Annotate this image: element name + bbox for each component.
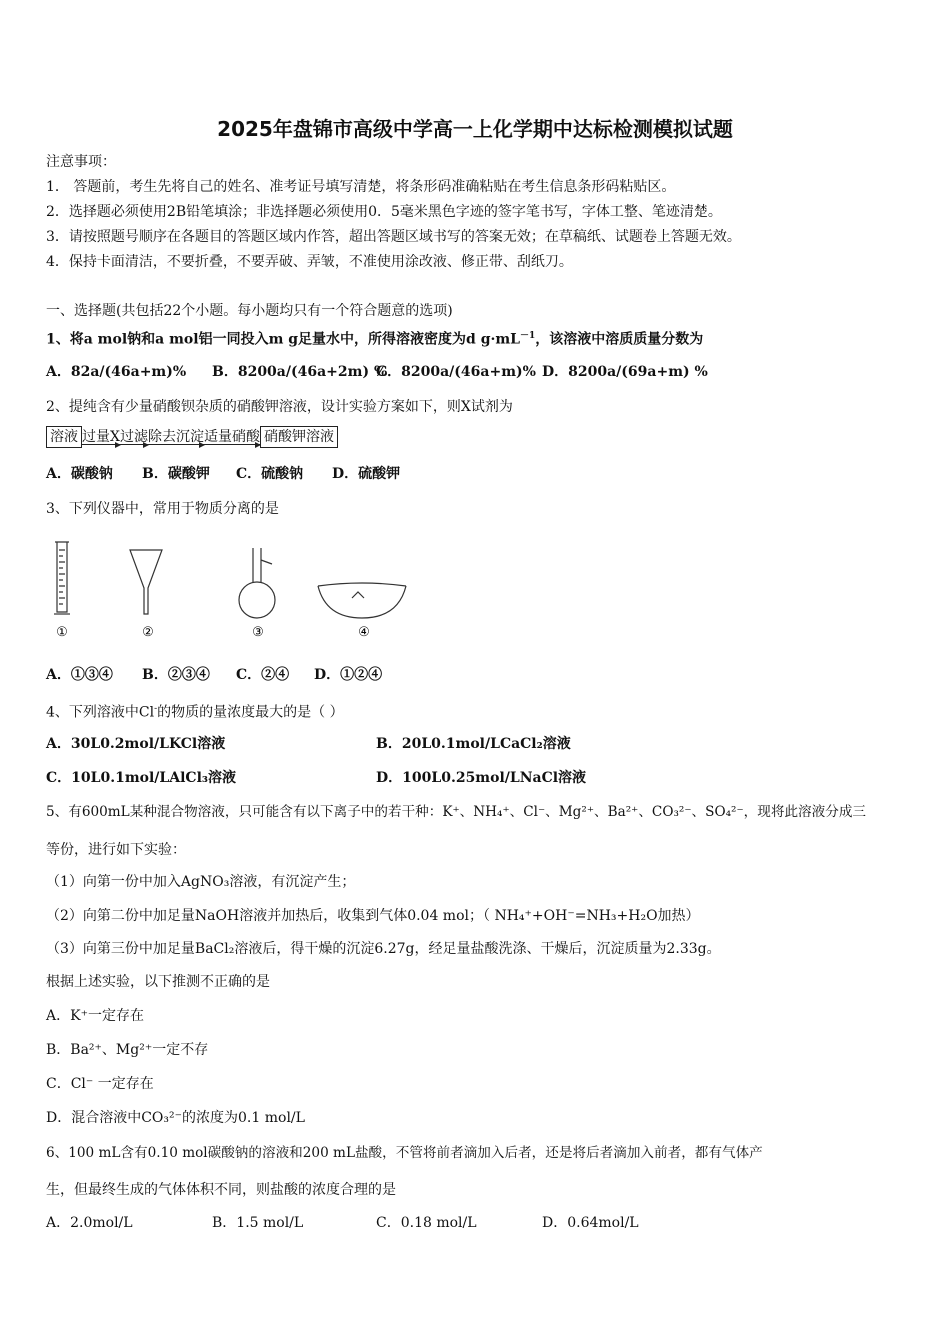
q1-stem xyxy=(46,326,703,350)
graduated-cylinder-icon xyxy=(54,542,70,614)
apparatus-label-1: ① xyxy=(56,625,68,640)
q6-option-d[interactable]: D．0.64mol/L xyxy=(542,1215,639,1231)
q2-flow-diagram xyxy=(46,426,338,450)
q5-step-3: （3）向第三份中加足量BaCl₂溶液后，得干燥的沉淀6.27g，经足量盐酸洗涤、干燥后，沉淀质量为2.33g。 xyxy=(46,941,721,957)
q4-option-b[interactable]: B．20L0.1mol/LCaCl₂溶液 xyxy=(376,736,571,752)
flow-step-nitric: 适量硝酸 xyxy=(203,429,260,445)
q3-option-d[interactable]: D．①②④ xyxy=(314,667,383,683)
notice-item-4: 4．保持卡面清洁，不要折叠，不要弄破、弄皱，不准使用涂改液、修正带、刮纸刀。 xyxy=(46,254,573,270)
flow-start-box: 溶液 xyxy=(46,426,82,448)
q6-option-a[interactable]: A．2.0mol/L xyxy=(46,1215,133,1231)
q6-option-b[interactable]: B．1.5 mol/L xyxy=(212,1215,304,1231)
q5-conclusion: 根据上述实验，以下推测不正确的是 xyxy=(46,974,270,990)
q5-step-1: （1）向第一份中加入AgNO₃溶液，有沉淀产生； xyxy=(46,874,356,890)
distillation-flask-icon xyxy=(239,548,275,618)
q1-option-a[interactable]: A．82a/(46a+m)% xyxy=(46,364,187,380)
q3-apparatus-figure xyxy=(46,538,426,642)
q6-stem-line2: 生，但最终生成的气体体积不同，则盐酸的浓度合理的是 xyxy=(46,1182,396,1198)
notice-item-3: 3．请按照题号顺序在各题目的答题区域内作答，超出答题区域书写的答案无效；在草稿纸、试题卷上答题无效。 xyxy=(46,229,741,245)
q6-stem-line1: 6、100 mL含有0.10 mol碳酸钠的溶液和200 mL盐酸，不管将前者滴加入后者，还是将后者滴加入前者，都有气体产 xyxy=(46,1145,763,1161)
flow-step-filter: 过滤 xyxy=(119,429,148,445)
q2-option-a[interactable]: A．碳酸钠 xyxy=(46,466,113,482)
funnel-icon xyxy=(130,550,162,614)
q5-option-c[interactable]: C．Cl⁻ 一定存在 xyxy=(46,1076,154,1092)
evaporating-dish-icon xyxy=(318,583,406,618)
q2-stem: 2、提纯含有少量硝酸钡杂质的硝酸钾溶液，设计实验方案如下，则X试剂为 xyxy=(46,399,513,415)
q3-option-a[interactable]: A．①③④ xyxy=(46,667,113,683)
notice-item-2: 2．选择题必须使用2B铅笔填涂；非选择题必须使用0．5毫米黑色字迹的签字笔书写，字体工整、笔迹清楚。 xyxy=(46,204,722,220)
q2-option-d[interactable]: D．硫酸钾 xyxy=(332,466,401,482)
q2-option-c[interactable]: C．硫酸钠 xyxy=(236,466,304,482)
q4-option-a[interactable]: A．30L0.2mol/LKCl溶液 xyxy=(46,736,226,752)
q6-option-c[interactable]: C．0.18 mol/L xyxy=(376,1215,477,1231)
q4-stem-b: 的物质的量浓度最大的是（ ） xyxy=(157,704,344,721)
q4-stem-sup: - xyxy=(154,704,158,714)
notice-heading: 注意事项： xyxy=(46,154,116,170)
q5-stem-line2: 等份，进行如下实验： xyxy=(46,842,186,858)
apparatus-label-3: ③ xyxy=(252,625,264,640)
q4-stem xyxy=(46,699,344,723)
q1-option-b[interactable]: B．8200a/(46a+2m) % xyxy=(212,364,388,380)
q1-stem-b: ，该溶液中溶质质量分数为 xyxy=(535,331,704,348)
q5-option-b[interactable]: B．Ba²⁺、Mg²⁺一定不存 xyxy=(46,1042,209,1058)
q3-option-c[interactable]: C．②④ xyxy=(236,667,290,683)
q4-option-c[interactable]: C．10L0.1mol/LAlCl₃溶液 xyxy=(46,770,237,786)
q1-option-c[interactable]: C．8200a/(46a+m)% xyxy=(376,364,536,380)
notice-item-1: 1． 答题前，考生先将自己的姓名、准考证号填写清楚，将条形码准确粘贴在考生信息条形码粘贴区。 xyxy=(46,179,676,195)
q1-option-d[interactable]: D．8200a/(69a+m) % xyxy=(542,364,708,380)
q5-option-d[interactable]: D．混合溶液中CO₃²⁻的浓度为0.1 mol/L xyxy=(46,1110,305,1126)
apparatus-label-4: ④ xyxy=(358,625,370,640)
apparatus-label-2: ② xyxy=(142,625,154,640)
q3-option-b[interactable]: B．②③④ xyxy=(142,667,210,683)
q5-option-a[interactable]: A．K⁺一定存在 xyxy=(46,1008,144,1024)
flow-step-x: 过量X xyxy=(82,429,120,445)
flow-end-box: 硝酸钾溶液 xyxy=(260,426,338,448)
q5-stem-line1: 5、有600mL某种混合物溶液，只可能含有以下离子中的若干种：K⁺、NH₄⁺、Cl⁻、Mg²⁺、Ba²⁺、CO₃²⁻、SO₄²⁻，现将此溶液分成三 xyxy=(46,804,867,820)
q1-stem-a: 1、将a mol钠和a mol铝一同投入m g足量水中，所得溶液密度为d g·mL xyxy=(46,331,521,348)
q1-stem-sup: －1 xyxy=(520,331,536,341)
page-title: 2025年盘锦市高级中学高一上化学期中达标检测模拟试题 xyxy=(217,117,733,141)
q4-stem-a: 4、下列溶液中Cl xyxy=(46,704,155,721)
q5-step-2: （2）向第二份中加足量NaOH溶液并加热后，收集到气体0.04 mol；（ NH₄⁺+OH⁻=NH₃+H₂O加热） xyxy=(46,908,700,924)
q2-option-b[interactable]: B．碳酸钾 xyxy=(142,466,210,482)
q3-stem: 3、下列仪器中，常用于物质分离的是 xyxy=(46,501,279,517)
section-heading: 一、选择题(共包括22个小题。每小题均只有一个符合题意的选项) xyxy=(46,303,453,319)
flow-step-remove: 除去沉淀 xyxy=(147,429,204,445)
q4-option-d[interactable]: D．100L0.25mol/LNaCl溶液 xyxy=(376,770,587,786)
